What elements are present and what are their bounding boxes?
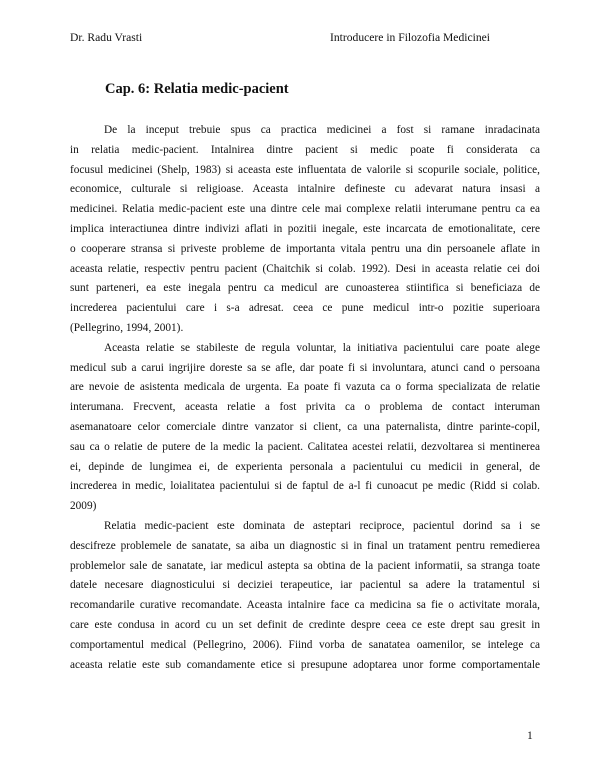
text-line: ei, depinde de lungimea ei, de experienta personala a pacientului cu medicii in general, de (70, 460, 540, 473)
text-line: datele necesare diagnosticului si deciziei terapeutice, iar pacientul sa adere la tratamentul si (70, 579, 540, 592)
text-line: economice, culturale si religioase. Aceasta intalnire defineste cu adevarat natura insasi a (70, 183, 540, 196)
text-line: aceasta relatie este sub comandamente etice si presupune adoptarea unor forme comportamentale (70, 658, 540, 671)
text-line: o cooperare stransa si priveste probleme de importanta vitala pentru una din persoanele aflate in (70, 242, 540, 255)
text-line: sau ca o relatie de putere de la medic la pacient. Calitatea acestei relatii, dezvoltarea si mentinerea (70, 440, 540, 453)
page-number: 1 (527, 729, 533, 742)
text-line: aceasta relatie, respectiv pentru pacient (Chaitchik si colab. 1992). Desi in aceasta relatie cei doi (70, 262, 540, 275)
text-line: focusul medicinei (Shelp, 1983) si aceasta este influentata de valorile si scopurile sociale, politice, (70, 163, 540, 176)
header-title: Introducere in Filozofia Medicinei (330, 31, 491, 44)
text-line: medicul sub a carui ingrijire doreste sa se afle, dar poate fi si involuntara, atunci cand o persoana (70, 361, 540, 374)
text-line: increderea pacientului care i s-a adresat. ceea ce pune medicul intr-o pozitie superioara (70, 302, 540, 315)
text-line: implica interactiunea dintre indivizi aflati in pozitii inegale, este incarcata de emotionalitate, cere (70, 222, 540, 235)
text-line: care este condusa in acord cu un set definit de credinte despre ceea ce este drept sau gresit in (70, 618, 540, 631)
text-line: 2009) (70, 500, 97, 513)
text-line: recomandarile curative recomandate. Aceasta intalnire face ca medicina sa fie o activitate morala, (70, 599, 540, 612)
text-line: sunt parteneri, ea este inegala pentru ca medicul are cunoasterea stiintifica si beneficiaza de (70, 282, 540, 295)
header-author: Dr. Radu Vrasti (70, 31, 143, 44)
text-line: Relatia medic-pacient este dominata de asteptari reciproce, pacientul dorind sa i se (104, 519, 540, 532)
text-line: (Pellegrino, 1994, 2001). (70, 321, 184, 334)
chapter-title: Cap. 6: Relatia medic-pacient (105, 81, 289, 97)
text-line: problemelor sale de sanatate, iar medicul astepta sa obtina de la pacient informatii, sa stranga toate (70, 559, 540, 572)
text-line: De la inceput trebuie spus ca practica medicinei a fost si ramane inradacinata (104, 124, 540, 136)
text-line: Aceasta relatie se stabileste de regula voluntar, la initiativa pacientului care poate alege (104, 341, 540, 354)
text-line: are nevoie de asistenta medicala de urgenta. Ea poate fi vazuta ca o forma specializata de relatie (70, 381, 540, 394)
text-line: increderea in medic, loialitatea pacientului si de faptul de a-l fi cunoacut pe medic (Ridd si colab. (70, 480, 540, 493)
text-line: medicinei. Relatia medic-pacient este una dintre cele mai complexe relatii interumane pentru ca ea (70, 203, 540, 216)
text-line: asemanatoare celor comerciale dintre vanzator si client, ca una paternalista, dintre parinte-copil, (70, 420, 540, 433)
text-line: interumana. Frecvent, aceasta relatie a fost privita ca o problema de contact interuman (70, 401, 540, 414)
text-line: in relatia medic-pacient. Intalnirea dintre pacient si medic poate fi considerata ca (70, 143, 540, 156)
text-line: comportamentul medical (Pellegrino, 2006). Fiind vorba de sanatatea oamenilor, se intelege ca (70, 638, 540, 651)
body-text (70, 121, 540, 675)
text-line: descifreze problemele de sanatate, sa aiba un diagnostic si in final un tratament pentru remedierea (70, 539, 540, 552)
